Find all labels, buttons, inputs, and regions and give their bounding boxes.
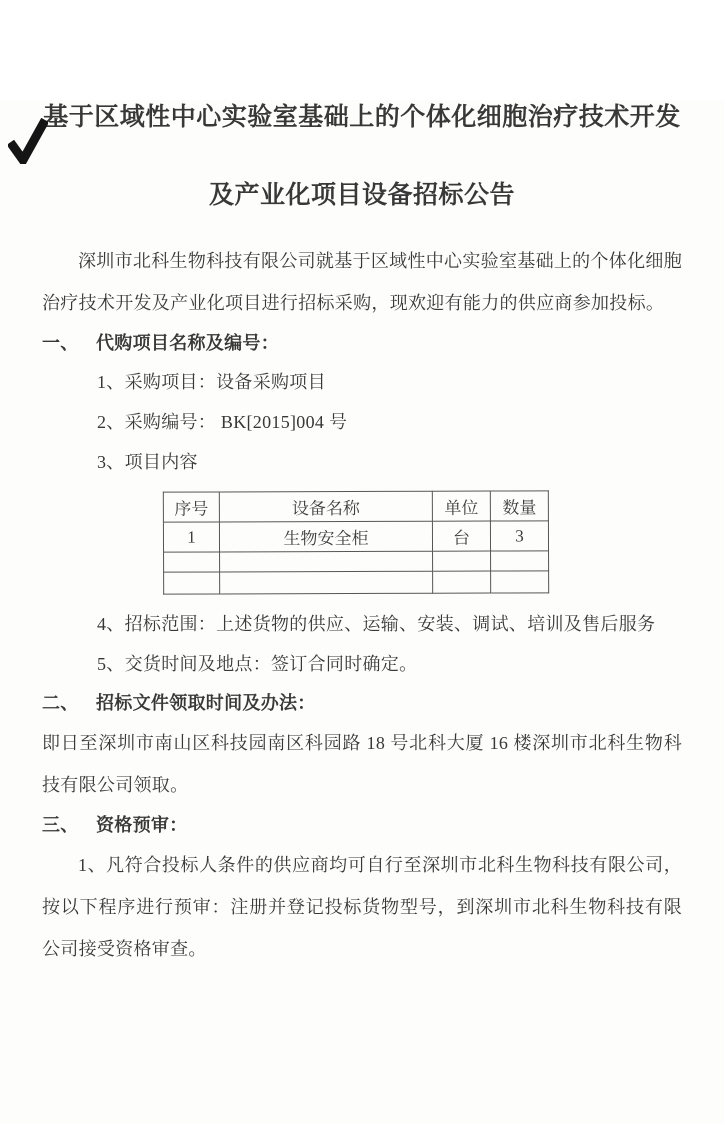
section1-item3: 3、项目内容 xyxy=(97,452,198,472)
cell-unit xyxy=(433,571,491,593)
table-row-empty xyxy=(164,551,549,572)
document-title-line2: 及产业化项目设备招标公告 xyxy=(208,182,515,209)
cell-quantity xyxy=(491,551,549,571)
section1-item4: 4、招标范围：上述货物的供应、运输、安装、调试、培训及售后服务 xyxy=(97,614,656,634)
section1-heading-text: 代购项目名称及编号： xyxy=(96,333,279,353)
document-title-line1: 基于区域性中心实验室基础上的个体化细胞治疗技术开发 xyxy=(43,104,681,131)
section3-heading-text: 资格预审： xyxy=(96,815,188,835)
section1-item5: 5、交货时间及地点：签订合同时确定。 xyxy=(97,654,418,674)
cell-unit: 台 xyxy=(432,521,490,551)
intro-paragraph: 深圳市北科生物科技有限公司就基于区域性中心实验室基础上的个体化细胞治疗技术开发及产业化项目进行招标采购，现欢迎有能力的供应商参加投标。 xyxy=(42,251,682,313)
cell-equipment-name: 生物安全柜 xyxy=(219,521,432,552)
table-header-row xyxy=(163,491,548,522)
header-cell-quantity: 数量 xyxy=(490,491,548,521)
section1-item2: 2、采购编号： BK[2015]004 号 xyxy=(97,412,348,432)
document-page xyxy=(0,100,724,1124)
section2-heading xyxy=(42,684,682,722)
equipment-table xyxy=(163,490,549,594)
cell-index: 1 xyxy=(163,522,219,552)
section3-heading xyxy=(42,806,682,844)
section2-paragraph: 即日至深圳市南山区科技园南区科园路 18 号北科大厦 16 楼深圳市北科生物科技有限公司领取。 xyxy=(42,733,682,795)
section1-heading xyxy=(42,324,682,362)
section1-item1: 1、采购项目：设备采购项目 xyxy=(97,372,326,392)
cell-index xyxy=(164,552,220,572)
section2-number: 二、 xyxy=(42,693,79,713)
section3-paragraph: 1、凡符合投标人条件的供应商均可自行至深圳市北科生物科技有限公司，按以下程序进行预审：注册并登记投标货物型号，到深圳市北科生物科技有限公司接受资格审查。 xyxy=(42,855,682,959)
cell-index xyxy=(164,572,220,594)
cell-equipment-name xyxy=(220,571,433,594)
section2-heading-text: 招标文件领取时间及办法： xyxy=(96,693,316,713)
cell-quantity: 3 xyxy=(490,521,548,551)
header-cell-index: 序号 xyxy=(163,492,219,522)
table-row-empty xyxy=(164,571,549,594)
scan-artifact-mark xyxy=(8,118,48,164)
table-row xyxy=(163,521,548,552)
equipment-table-container xyxy=(163,491,682,594)
header-cell-unit: 单位 xyxy=(432,491,490,521)
section3-number: 三、 xyxy=(42,815,79,835)
document-body xyxy=(0,100,724,970)
cell-unit xyxy=(433,551,491,571)
section1-number: 一、 xyxy=(42,333,79,353)
header-cell-equipment-name: 设备名称 xyxy=(219,491,432,522)
cell-equipment-name xyxy=(220,551,433,572)
cell-quantity xyxy=(491,571,549,593)
